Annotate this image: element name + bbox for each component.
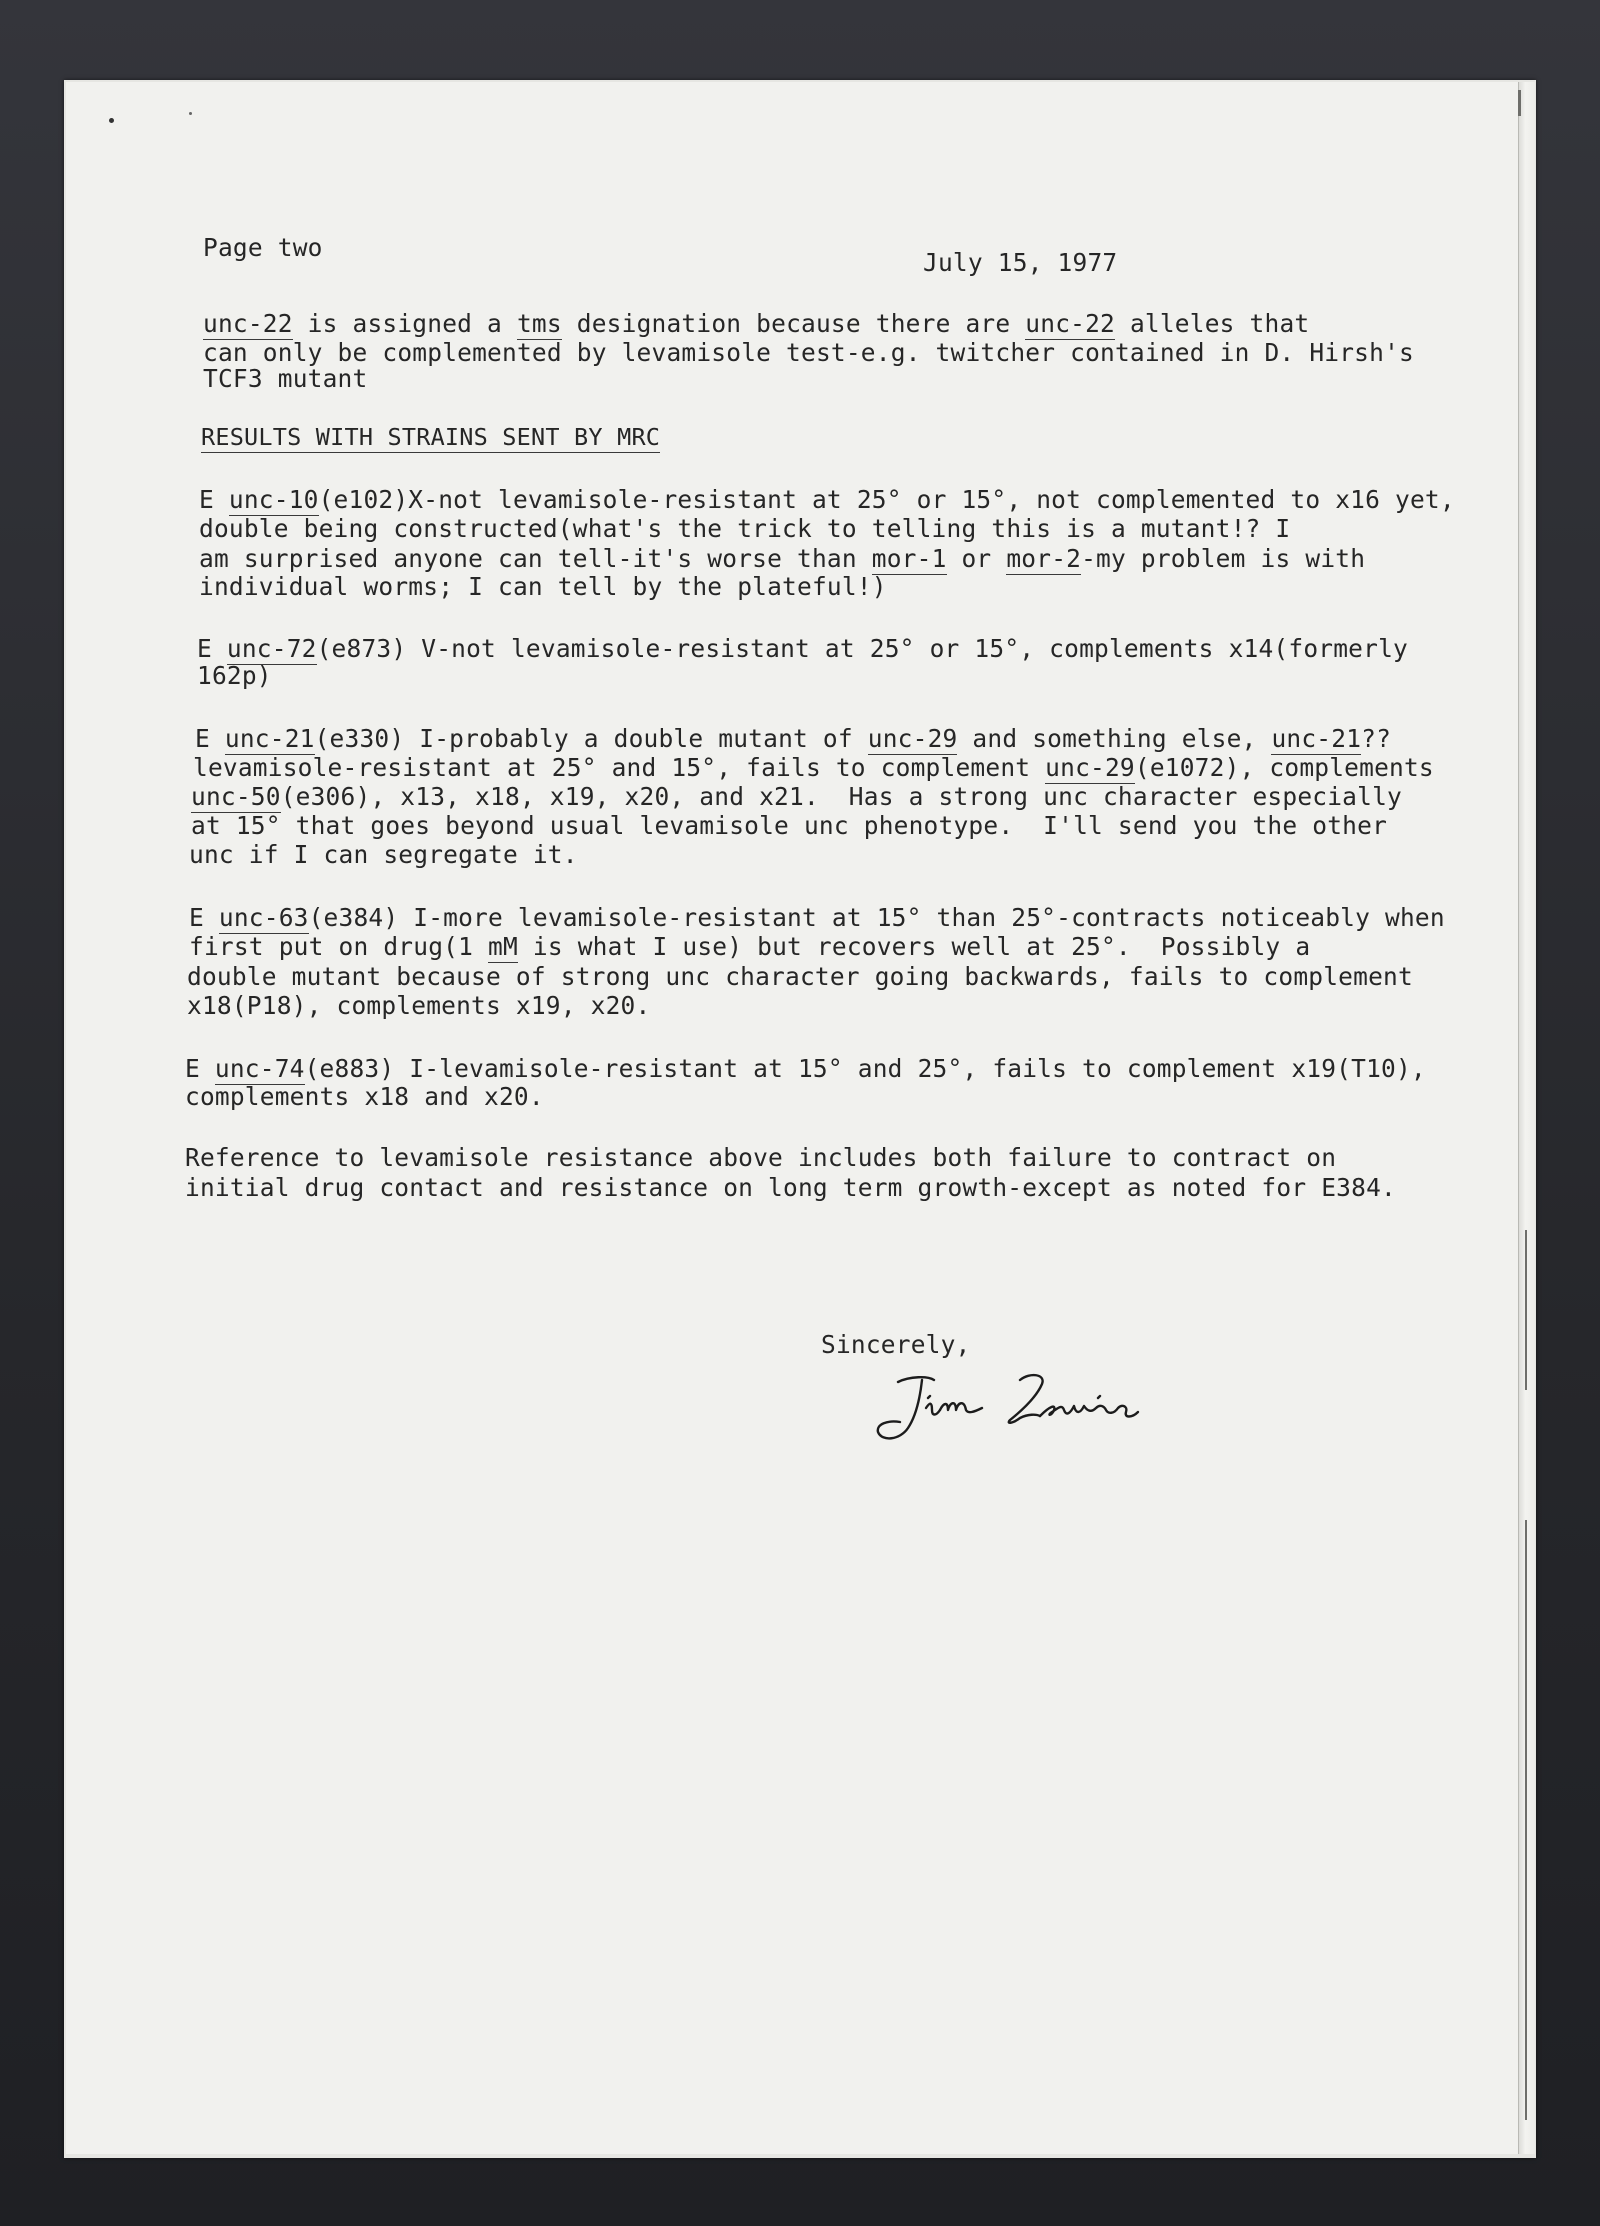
text-run: (e384) I-more levamisole-resistant at 15° than 25°-contracts noticeably when [308, 903, 1445, 932]
unc74-line-1 [185, 1054, 1426, 1083]
intro-line-2: can only be complemented by levamisole test-e.g. twitcher contained in D. Hirsh's [203, 338, 1414, 367]
unc10-line-4: individual worms; I can tell by the plateful!) [199, 572, 887, 601]
paper-edge-mark [1525, 1230, 1527, 1390]
text-run: E [197, 634, 227, 663]
text-run: (e883) I-levamisole-resistant at 15° and 25°, fails to complement x19(T10), [304, 1054, 1426, 1083]
text-run: E [185, 1054, 215, 1083]
paper-edge-mark [1525, 1520, 1527, 2120]
letter-date: July 15, 1977 [923, 248, 1118, 277]
unc63-line-3: double mutant because of strong unc character going backwards, fails to complement [187, 962, 1413, 991]
gene-name: unc-29 [867, 724, 958, 753]
text-run: am surprised anyone can tell-it's worse than [199, 544, 872, 573]
handwritten-signature [870, 1368, 1170, 1448]
unc63-line-1 [189, 903, 1445, 932]
gene-name: unc-22 [1025, 309, 1115, 338]
gene-name: unc-29 [1045, 753, 1135, 782]
section-heading-text: RESULTS WITH STRAINS SENT BY MRC [201, 423, 661, 451]
text-run: ?? [1361, 724, 1392, 753]
text-run: -my problem is with [1081, 544, 1366, 573]
gene-name: unc-10 [228, 485, 319, 514]
unc72-line-2: 162p) [197, 661, 272, 690]
text-run: first put on drug(1 [189, 932, 489, 961]
text-run: (e873) V-not levamisole-resistant at 25° or 15°, complements x14(formerly [316, 634, 1408, 663]
gene-name: unc-21 [1271, 724, 1362, 753]
paper-edge-mark [1518, 90, 1521, 116]
unit-mM: mM [488, 932, 518, 961]
gene-name: unc-63 [218, 903, 309, 932]
unc63-line-2 [189, 932, 1310, 961]
text-run: (e330) I-probably a double mutant of [314, 724, 868, 753]
text-run: levamisole-resistant at 25° and 15°, fails to complement [193, 753, 1046, 782]
text-run: is assigned a [292, 309, 517, 338]
gene-name: mor-2 [1006, 544, 1082, 573]
text-run: (e306), x13, x18, x19, x20, and x21. Has a strong unc character especially [280, 782, 1402, 811]
intro-line-1 [203, 309, 1309, 338]
gene-name: unc-21 [224, 724, 315, 753]
gene-name: tms [516, 309, 562, 338]
reference-line-2: initial drug contact and resistance on long term growth-except as noted for E384. [185, 1173, 1396, 1202]
unc10-line-1 [199, 485, 1455, 514]
text-run: E [195, 724, 225, 753]
paper-speck [189, 112, 192, 115]
text-run: (e102)X-not levamisole-resistant at 25° or 15°, not complemented to x16 yet, [318, 485, 1455, 514]
text-run: and something else, [957, 724, 1272, 753]
unc21-line-4: at 15° that goes beyond usual levamisole unc phenotype. I'll send you the other [191, 811, 1388, 840]
unc74-line-2: complements x18 and x20. [185, 1082, 544, 1111]
unc21-line-1 [195, 724, 1391, 753]
unc63-line-4: x18(P18), complements x19, x20. [187, 991, 651, 1020]
gene-name: unc-74 [214, 1054, 305, 1083]
text-run: E [189, 903, 219, 932]
gene-name: unc-72 [226, 634, 317, 663]
reference-line-1: Reference to levamisole resistance above includes both failure to contract on [185, 1143, 1337, 1172]
text-run: (e1072), complements [1134, 753, 1434, 782]
gene-name: mor-1 [871, 544, 947, 573]
text-run: is what I use) but recovers well at 25°. Possibly a [517, 932, 1311, 961]
unc72-line-1 [197, 634, 1408, 663]
page-label: Page two [203, 233, 323, 262]
unc10-line-3 [199, 544, 1365, 573]
gene-name: unc-22 [203, 309, 293, 338]
text-run: or [946, 544, 1007, 573]
unc21-line-2 [193, 753, 1434, 782]
text-run: designation because there are [561, 309, 1026, 338]
gene-name: unc-50 [191, 782, 281, 811]
closing: Sincerely, [821, 1330, 971, 1359]
unc21-line-5: unc if I can segregate it. [189, 840, 578, 869]
text-run: E [199, 485, 229, 514]
section-heading [201, 423, 660, 452]
unc10-line-2: double being constructed(what's the trick to telling this is a mutant!? I [199, 514, 1291, 543]
unc21-line-3 [191, 782, 1402, 811]
intro-line-3: TCF3 mutant [203, 364, 368, 393]
paper-speck [109, 118, 114, 123]
text-run: alleles that [1115, 309, 1310, 338]
